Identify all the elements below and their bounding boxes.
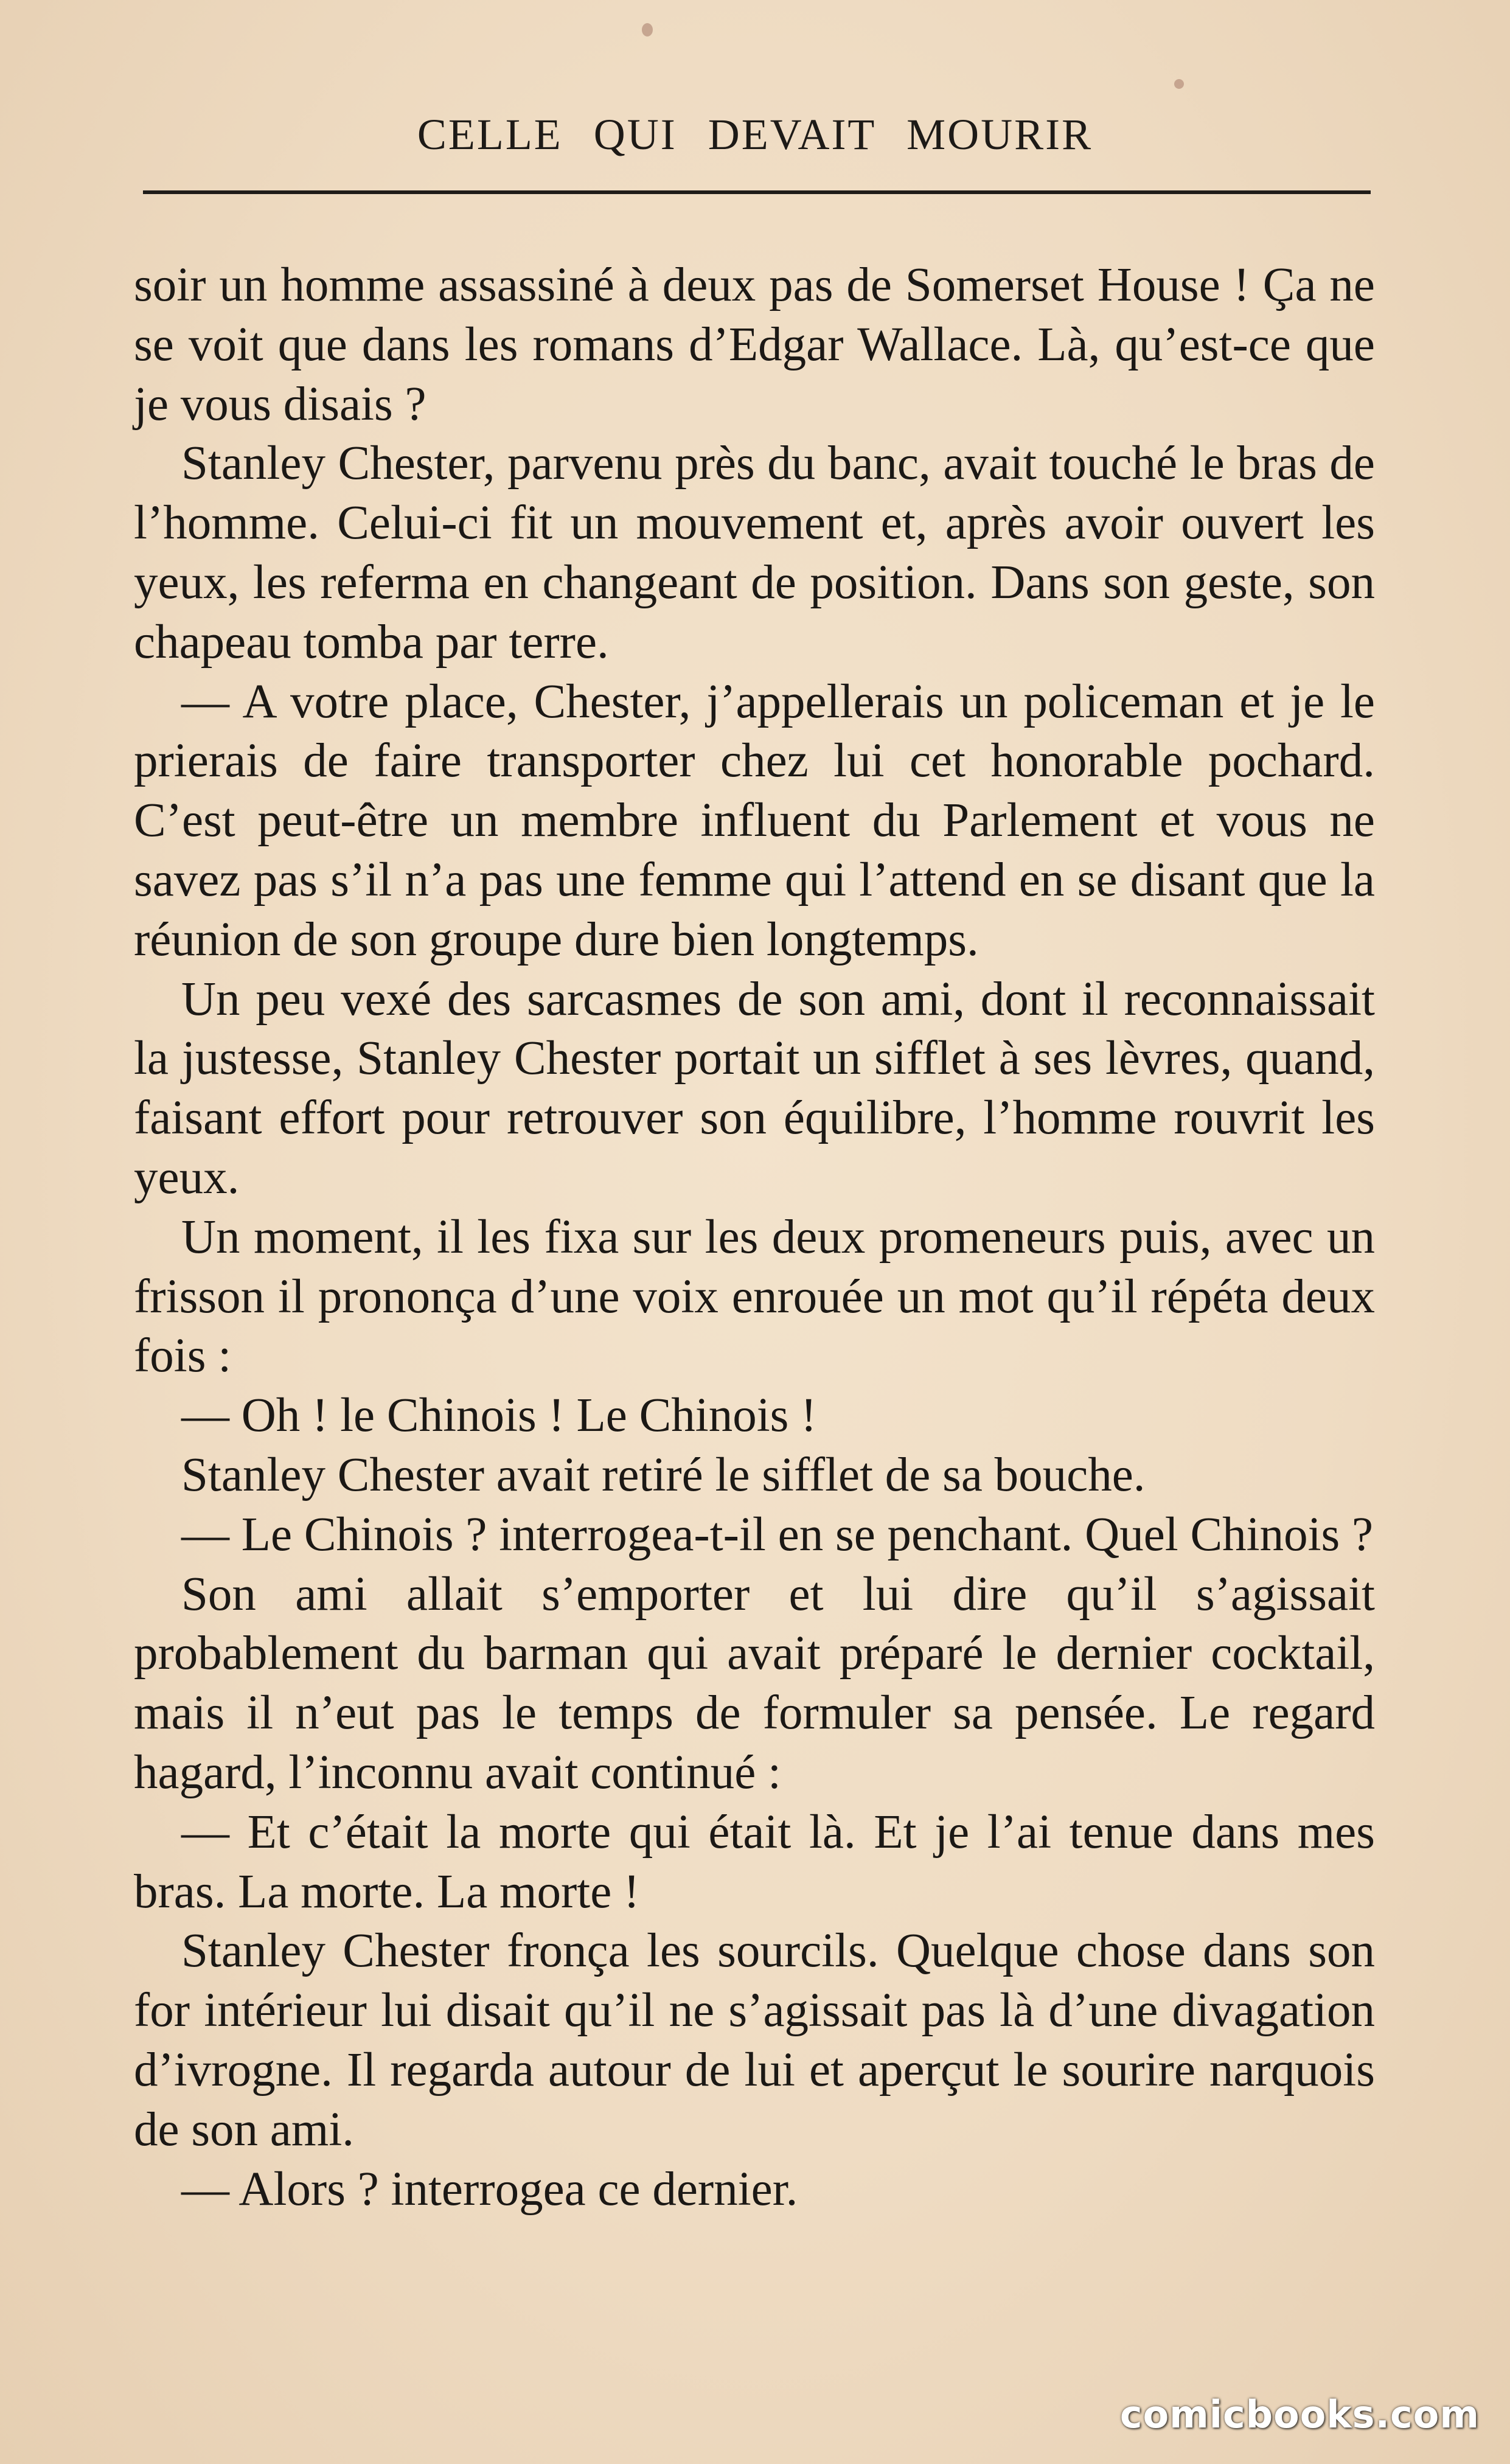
paragraph: Son ami allait s’emporter et lui dire qu’il s’agissait probablement du barman qui avait préparé le dernier cocktail, mais il n’eut pas le temps de formuler sa pensée. Le regard hagard, l’inconnu avait continué : [134,1567,1375,1799]
paragraph: — Alors ? interrogea ce dernier. [181,2162,798,2216]
paragraph: — Oh ! le Chinois ! Le Chinois ! [181,1389,817,1443]
running-head: CELLE QUI DEVAIT MOURIR [417,110,1093,159]
paper-speck [1174,79,1184,89]
paragraph: soir un homme assassiné à deux pas de Somerset House ! Ça ne se voit que dans les romans d’Edgar Wallace. Là, qu’est-ce que je vous disais ? [134,259,1375,431]
body-text [134,256,1375,2219]
paragraph: — Le Chinois ? interrogea-t-il en se penchant. Quel Chinois ? [181,1508,1374,1561]
paragraph: Un peu vexé des sarcasmes de son ami, dont il reconnaissait la justesse, Stanley Chester portait un sifflet à ses lèvres, quand, faisant effort pour retrouver son équilibre, l’homme rouvrit les yeux. [134,972,1375,1204]
paragraph: Stanley Chester avait retiré le sifflet de sa bouche. [181,1448,1146,1502]
paragraph: — Et c’était la morte qui était là. Et je l’ai tenue dans mes bras. La morte. La morte ! [134,1805,1375,1918]
paragraph: — A votre place, Chester, j’appellerais un policeman et je le prierais de faire transporter chez lui cet honorable pochard. C’est peut-être un membre influent du Parlement et vous ne savez pas s’il n’a pas une femme qui l’attend en se disant que la réunion de son groupe dure bien longtemps. [134,675,1375,966]
paragraph: Stanley Chester fronça les sourcils. Quelque chose dans son for intérieur lui disait qu’il ne s’agissait pas là d’une divagation d’ivrogne. Il regarda autour de lui et aperçut le sourire narquois de son ami. [134,1924,1375,2156]
header-rule [143,190,1371,194]
watermark: comicbooks.com [1119,2392,1480,2437]
paragraph: Stanley Chester, parvenu près du banc, avait touché le bras de l’homme. Celui-ci fit un mouvement et, après avoir ouvert les yeux, les referma en changeant de position. Dans son geste, son chapeau tomba par terre. [134,437,1375,669]
paragraph: Un moment, il les fixa sur les deux promeneurs puis, avec un frisson il prononça d’une voix enrouée un mot qu’il répéta deux fois : [134,1210,1375,1383]
paper-speck [642,23,653,37]
